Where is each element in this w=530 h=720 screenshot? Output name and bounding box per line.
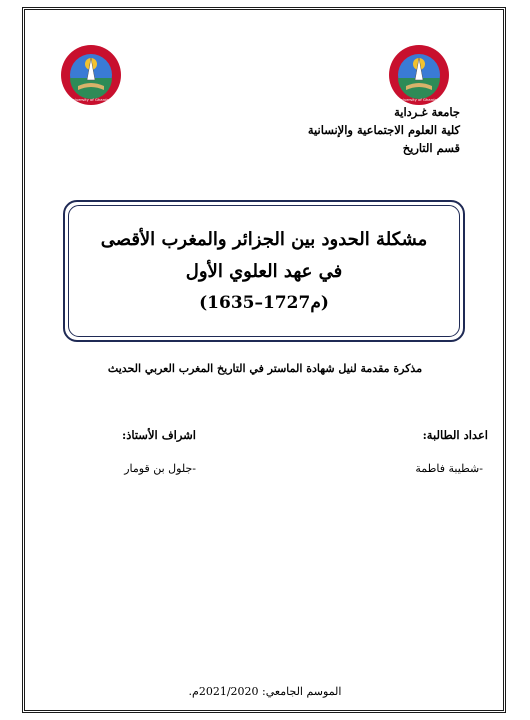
thesis-title-line1: مشكلة الحدود بين الجزائر والمغرب الأقصى xyxy=(100,229,428,250)
logo-caption-left: University of Ghardaia xyxy=(69,97,113,102)
thesis-title-line2: في عهد العلوي الأول xyxy=(185,261,343,282)
thesis-title-box xyxy=(63,200,465,342)
university-name: جامعة غـرداية xyxy=(394,105,460,119)
academic-year: الموسم الجامعي: 2021/2020م. xyxy=(188,685,342,698)
student-label: اعداد الطالبة: xyxy=(422,428,488,442)
university-logo-right xyxy=(388,44,450,106)
student-name: -شطيبة فاطمة xyxy=(415,462,483,475)
university-logo-left xyxy=(60,44,122,106)
faculty-name: كلية العلوم الاجتماعية والإنسانية xyxy=(307,123,460,137)
supervisor-name: -جلول بن قومار xyxy=(124,462,196,475)
thesis-title-box-inner xyxy=(68,205,460,337)
department-name: قسم التاريخ xyxy=(402,141,460,155)
institution-header xyxy=(160,103,460,157)
logo-caption-right: University of Ghardaia xyxy=(397,97,441,102)
thesis-dates: (1635–1727م) xyxy=(199,293,329,313)
memo-description: مذكرة مقدمة لنيل شهادة الماستر في التاريخ المغرب العربي الحديث xyxy=(107,362,423,375)
supervisor-label: اشراف الأستاذ: xyxy=(121,428,196,442)
